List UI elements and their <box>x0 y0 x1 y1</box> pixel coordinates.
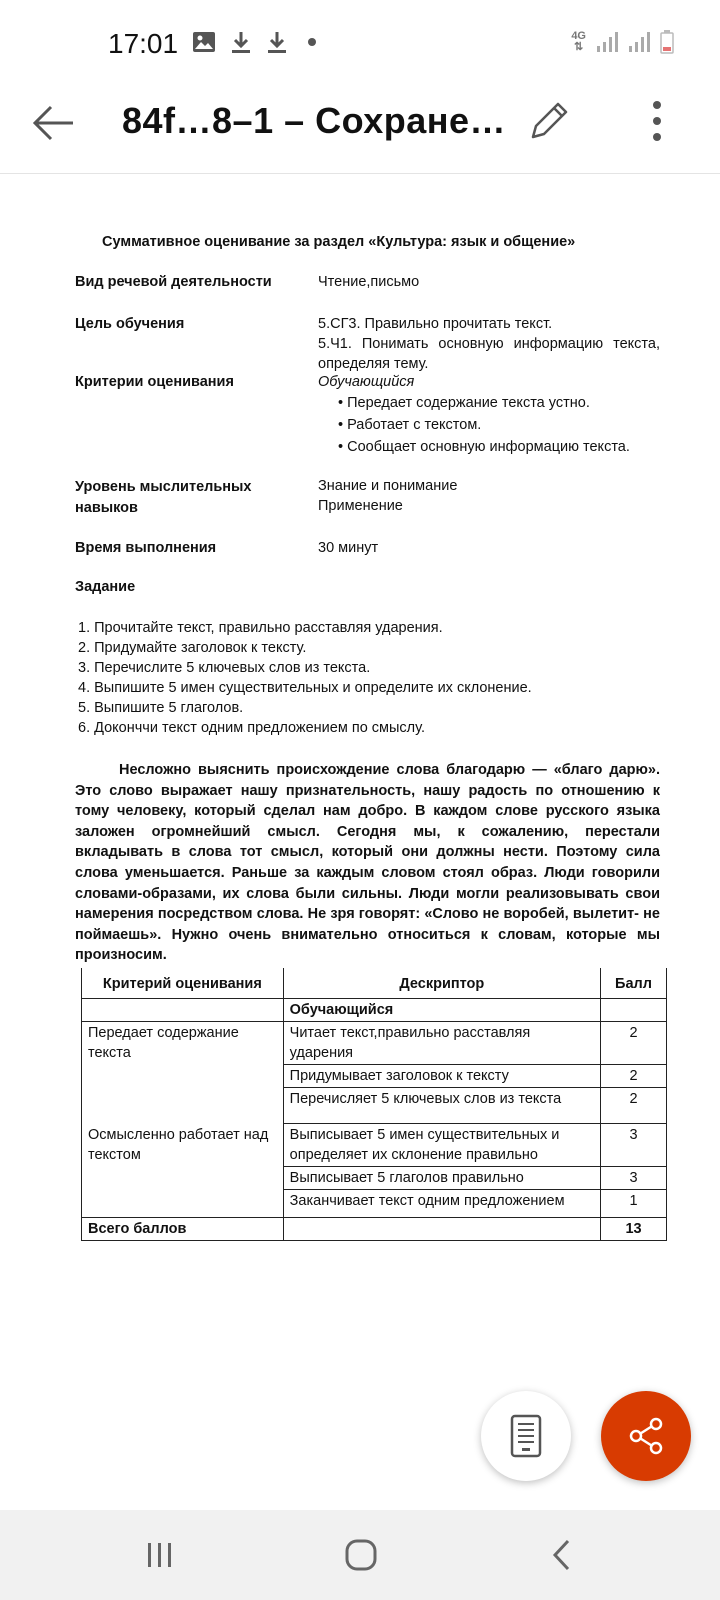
descriptor-cell: Выписывает 5 глаголов правильно <box>283 1167 600 1190</box>
system-back-button[interactable] <box>532 1532 592 1578</box>
edit-button[interactable] <box>524 96 574 146</box>
criteria-label: Критерии оценивания <box>75 374 234 390</box>
system-navigation-bar <box>0 1510 720 1600</box>
reading-mode-button[interactable] <box>481 1391 571 1481</box>
skills-label-1: Уровень мыслительных <box>75 479 252 495</box>
task-item: 5. Выпишите 5 глаголов. <box>78 700 244 716</box>
table-row <box>82 999 667 1022</box>
reading-passage: Несложно выяснить происхождение слова благодарю — «благо дарю». Это слово выражает нашу признательность, нашу радость по отношению к тому человеку, который сделал нам добро. В каждом слове русского языка заложен огромнейший смысл. Сегодня мы, к сожалению, перестали вкладывать в слова тот смысл, который они должны нести. Поэтому сила слова уменьшается. Раньше за каждым словом стоял образ. Люди говорили словами-образами, их слова были сильны. Люди могли реализовывать свои намерения посредством слова. Не зря говорят: «Слово не воробей, вылетит- не поймаешь». Нужно очень внимательно относиться к словам, которые мы произносим. <box>75 762 660 964</box>
rubric-table <box>81 968 667 1241</box>
criteria-intro: Обучающийся <box>318 374 415 390</box>
status-bar <box>0 0 720 88</box>
goal-label: Цель обучения <box>75 316 185 332</box>
signal-icon <box>596 31 618 53</box>
more-options-button[interactable] <box>642 96 672 146</box>
empty-cell <box>82 1088 284 1124</box>
download-icon <box>266 30 288 54</box>
descriptor-cell: Придумывает заголовок к тексту <box>283 1065 600 1088</box>
header-score: Балл <box>601 968 667 999</box>
task-item: 3. Перечислите 5 ключевых слов из текста. <box>78 660 371 676</box>
app-bar <box>0 88 720 174</box>
score-cell: 3 <box>601 1124 667 1167</box>
empty-cell <box>82 1167 284 1190</box>
empty-cell <box>283 1218 600 1241</box>
task-item: 6. Доконччи текст одним предложением по смыслу. <box>78 720 425 736</box>
task-item: 2. Придумайте заголовок к тексту. <box>78 640 307 656</box>
skills-label-2: навыков <box>75 500 138 516</box>
home-icon <box>344 1538 378 1572</box>
score-cell: 3 <box>601 1167 667 1190</box>
more-vertical-icon-dot <box>653 117 661 125</box>
home-button[interactable] <box>331 1532 391 1578</box>
skills-value-2: Применение <box>318 498 403 514</box>
task-list <box>78 618 532 738</box>
task-item: 4. Выпишите 5 имен существительных и определите их склонение. <box>78 680 532 696</box>
more-vertical-icon-dot <box>653 133 661 141</box>
task-item: 1. Прочитайте текст, правильно расставляя ударения. <box>78 620 443 636</box>
mobile-document-icon <box>509 1414 543 1458</box>
score-cell: 2 <box>601 1022 667 1065</box>
status-system-icons <box>571 30 674 54</box>
criteria-item: • Передает содержание текста устно. <box>338 392 630 414</box>
score-cell: 2 <box>601 1088 667 1124</box>
empty-cell <box>82 1190 284 1218</box>
recent-apps-button[interactable] <box>130 1532 190 1578</box>
network-type-label: 4G <box>571 30 586 42</box>
time-label: Время выполнения <box>75 540 217 556</box>
image-icon <box>192 31 216 53</box>
table-row <box>82 1088 667 1124</box>
document-title: 84f…8–1 – Сохране… <box>122 100 507 141</box>
header-criterion: Критерий оценивания <box>82 968 284 999</box>
descriptor-cell: Заканчивает текст одним предложением <box>283 1190 600 1218</box>
table-row <box>82 1124 667 1167</box>
recent-apps-icon <box>145 1540 175 1570</box>
criterion-cell: Осмысленно работает над текстом <box>82 1124 284 1167</box>
share-button[interactable] <box>601 1391 691 1481</box>
activity-value: Чтение,письмо <box>318 274 420 290</box>
descriptor-cell: Читает текст,правильно расставляя ударения <box>283 1022 600 1065</box>
criteria-list <box>338 392 630 458</box>
table-row <box>82 1167 667 1190</box>
more-vertical-icon <box>653 101 661 109</box>
status-notification-icons <box>192 30 316 54</box>
signal-icon <box>628 31 650 53</box>
empty-cell <box>82 1065 284 1088</box>
activity-label: Вид речевой деятельности <box>75 274 272 290</box>
empty-cell <box>82 999 284 1022</box>
descriptor-cell: Выписывает 5 имен существительных и определяет их склонение правильно <box>283 1124 600 1167</box>
document-heading: Суммативное оценивание за раздел «Культура: язык и общение» <box>102 234 576 250</box>
table-row <box>82 1065 667 1088</box>
back-button[interactable] <box>28 98 78 148</box>
time-value: 30 минут <box>318 540 379 556</box>
share-icon <box>624 1414 668 1458</box>
network-type-icon: 4G ⇅ <box>571 30 586 53</box>
table-header-row <box>82 968 667 999</box>
header-descriptor: Дескриптор <box>283 968 600 999</box>
task-title: Задание <box>75 579 136 595</box>
score-cell: 1 <box>601 1190 667 1218</box>
skills-value-1: Знание и понимание <box>318 478 458 494</box>
download-icon <box>230 30 252 54</box>
total-value: 13 <box>601 1218 667 1241</box>
total-label: Всего баллов <box>82 1218 284 1241</box>
goal-value-2: 5.Ч1. Понимать основную информацию текста, определяя тему. <box>318 336 660 372</box>
learner-cell: Обучающийся <box>283 999 600 1022</box>
pencil-icon <box>527 99 571 143</box>
table-row <box>82 1022 667 1065</box>
empty-cell <box>601 999 667 1022</box>
goal-value-1: 5.СГ3. Правильно прочитать текст. <box>318 316 553 332</box>
status-time: 17:01 <box>108 28 179 59</box>
criteria-item: • Сообщает основную информацию текста. <box>338 436 630 458</box>
battery-icon <box>660 30 674 54</box>
table-row <box>82 1190 667 1218</box>
arrow-left-icon <box>31 105 75 141</box>
more-notifications-dot-icon <box>308 38 316 46</box>
chevron-left-icon <box>550 1538 574 1572</box>
score-cell: 2 <box>601 1065 667 1088</box>
descriptor-cell: Перечисляет 5 ключевых слов из текста <box>283 1088 600 1124</box>
total-row <box>82 1218 667 1241</box>
criteria-item: • Работает с текстом. <box>338 414 630 436</box>
document-page <box>0 176 720 1276</box>
criterion-cell: Передает содержание текста <box>82 1022 284 1065</box>
